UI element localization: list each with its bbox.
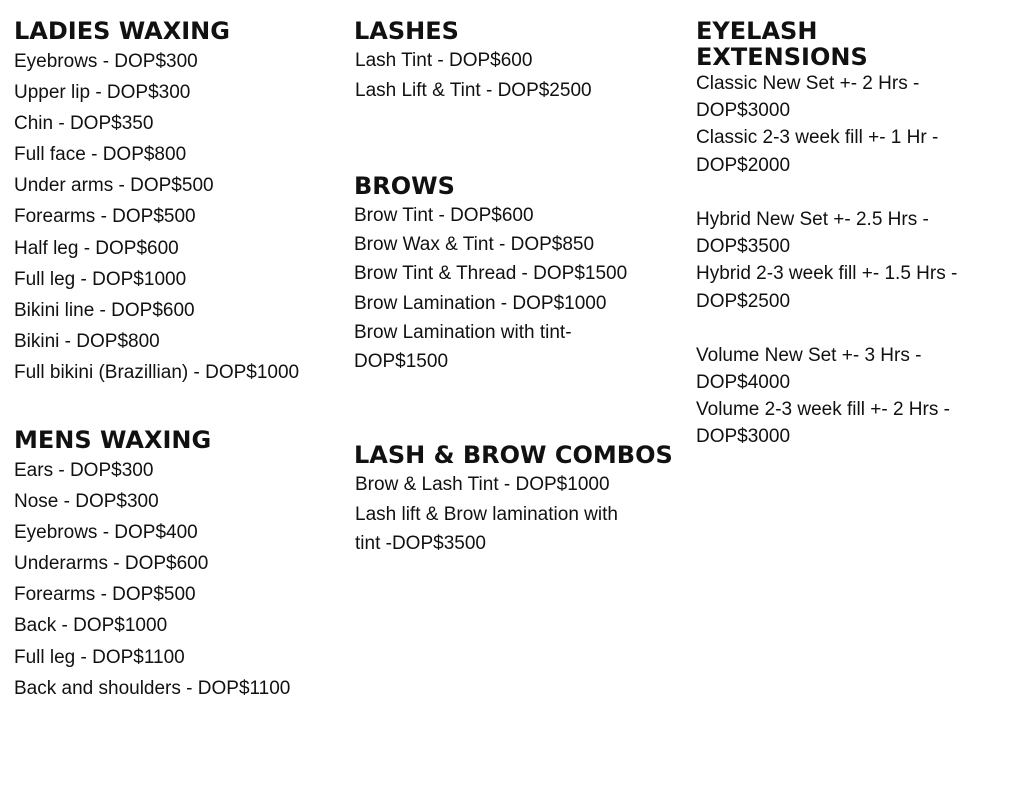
list-item: Hybrid 2-3 week fill +- 1.5 Hrs - (696, 263, 958, 285)
eyelash-extensions-section (696, 18, 957, 451)
list-item: DOP$4000 (696, 372, 791, 394)
ladies-waxing-section (14, 18, 299, 388)
list-item: Classic 2-3 week fill +- 1 Hr - (696, 127, 939, 149)
list-item: Upper lip - DOP$300 (14, 82, 191, 104)
lash-brow-combos-section (354, 442, 673, 559)
list-item: Forearms - DOP$500 (14, 584, 196, 606)
list-item: Volume New Set +- 3 Hrs - (696, 344, 922, 366)
list-item: Back and shoulders - DOP$1100 (14, 677, 291, 699)
list-item: Full leg - DOP$1000 (14, 268, 187, 290)
brows-heading: BROWS (354, 172, 455, 200)
list-item: Eyebrows - DOP$300 (14, 51, 198, 72)
list-item: Under arms - DOP$500 (14, 175, 214, 197)
list-item: DOP$2000 (696, 154, 791, 176)
ladies-waxing-list (14, 46, 299, 388)
list-item: Classic New Set +- 2 Hrs - (696, 73, 920, 94)
list-item: Back - DOP$1000 (14, 615, 168, 637)
brows-list (354, 201, 627, 376)
ladies-waxing-heading: LADIES WAXING (14, 17, 230, 45)
list-item: Underarms - DOP$600 (14, 553, 209, 575)
list-item: DOP$3000 (696, 100, 791, 122)
list-item: tint -DOP$3500 (355, 533, 486, 554)
brows-section (354, 173, 627, 376)
list-item: Lash Lift & Tint - DOP$2500 (355, 79, 592, 101)
list-item: Volume 2-3 week fill +- 2 Hrs - (696, 399, 950, 421)
list-item: DOP$3000 (696, 426, 791, 448)
list-item: DOP$1500 (354, 350, 449, 372)
list-item: Brow Wax & Tint - DOP$850 (354, 234, 595, 256)
list-item: Brow Lamination - DOP$1000 (354, 292, 607, 314)
list-item: Full bikini (Brazillian) - DOP$1000 (14, 361, 300, 383)
list-item: DOP$2500 (696, 290, 791, 312)
eyelash-extensions-list (696, 70, 957, 451)
list-spacer (696, 315, 957, 342)
list-item: Chin - DOP$350 (14, 113, 154, 135)
eyelash-extensions-heading: EYELASH EXTENSIONS (696, 17, 868, 71)
list-item: Brow Lamination with tint- (354, 321, 572, 343)
list-item: Brow & Lash Tint - DOP$1000 (355, 474, 610, 495)
list-item: Full face - DOP$800 (14, 144, 187, 166)
mens-waxing-section (14, 427, 290, 704)
list-item: Nose - DOP$300 (14, 491, 159, 513)
list-item: Ears - DOP$300 (14, 460, 154, 481)
mens-waxing-list (14, 455, 290, 704)
list-spacer (696, 179, 957, 206)
list-item: Bikini - DOP$800 (14, 330, 160, 352)
list-item: Eyebrows - DOP$400 (14, 522, 198, 544)
list-item: Half leg - DOP$600 (14, 237, 179, 259)
lashes-list (354, 46, 592, 105)
list-item: Bikini line - DOP$600 (14, 299, 195, 321)
lash-brow-combos-list (354, 470, 673, 559)
list-item: Brow Tint - DOP$600 (354, 205, 534, 226)
list-item: Full leg - DOP$1100 (14, 646, 185, 668)
mens-waxing-heading: MENS WAXING (14, 426, 212, 454)
lashes-heading: LASHES (354, 17, 459, 45)
lashes-section (354, 18, 592, 105)
list-item: Lash Tint - DOP$600 (355, 50, 533, 71)
list-item: DOP$3500 (696, 236, 791, 258)
list-item: Hybrid New Set +- 2.5 Hrs - (696, 208, 929, 230)
list-item: Brow Tint & Thread - DOP$1500 (354, 263, 628, 285)
list-item: Lash lift & Brow lamination with (355, 503, 618, 525)
lash-brow-combos-heading: LASH & BROW COMBOS (354, 441, 673, 469)
list-item: Forearms - DOP$500 (14, 206, 196, 228)
